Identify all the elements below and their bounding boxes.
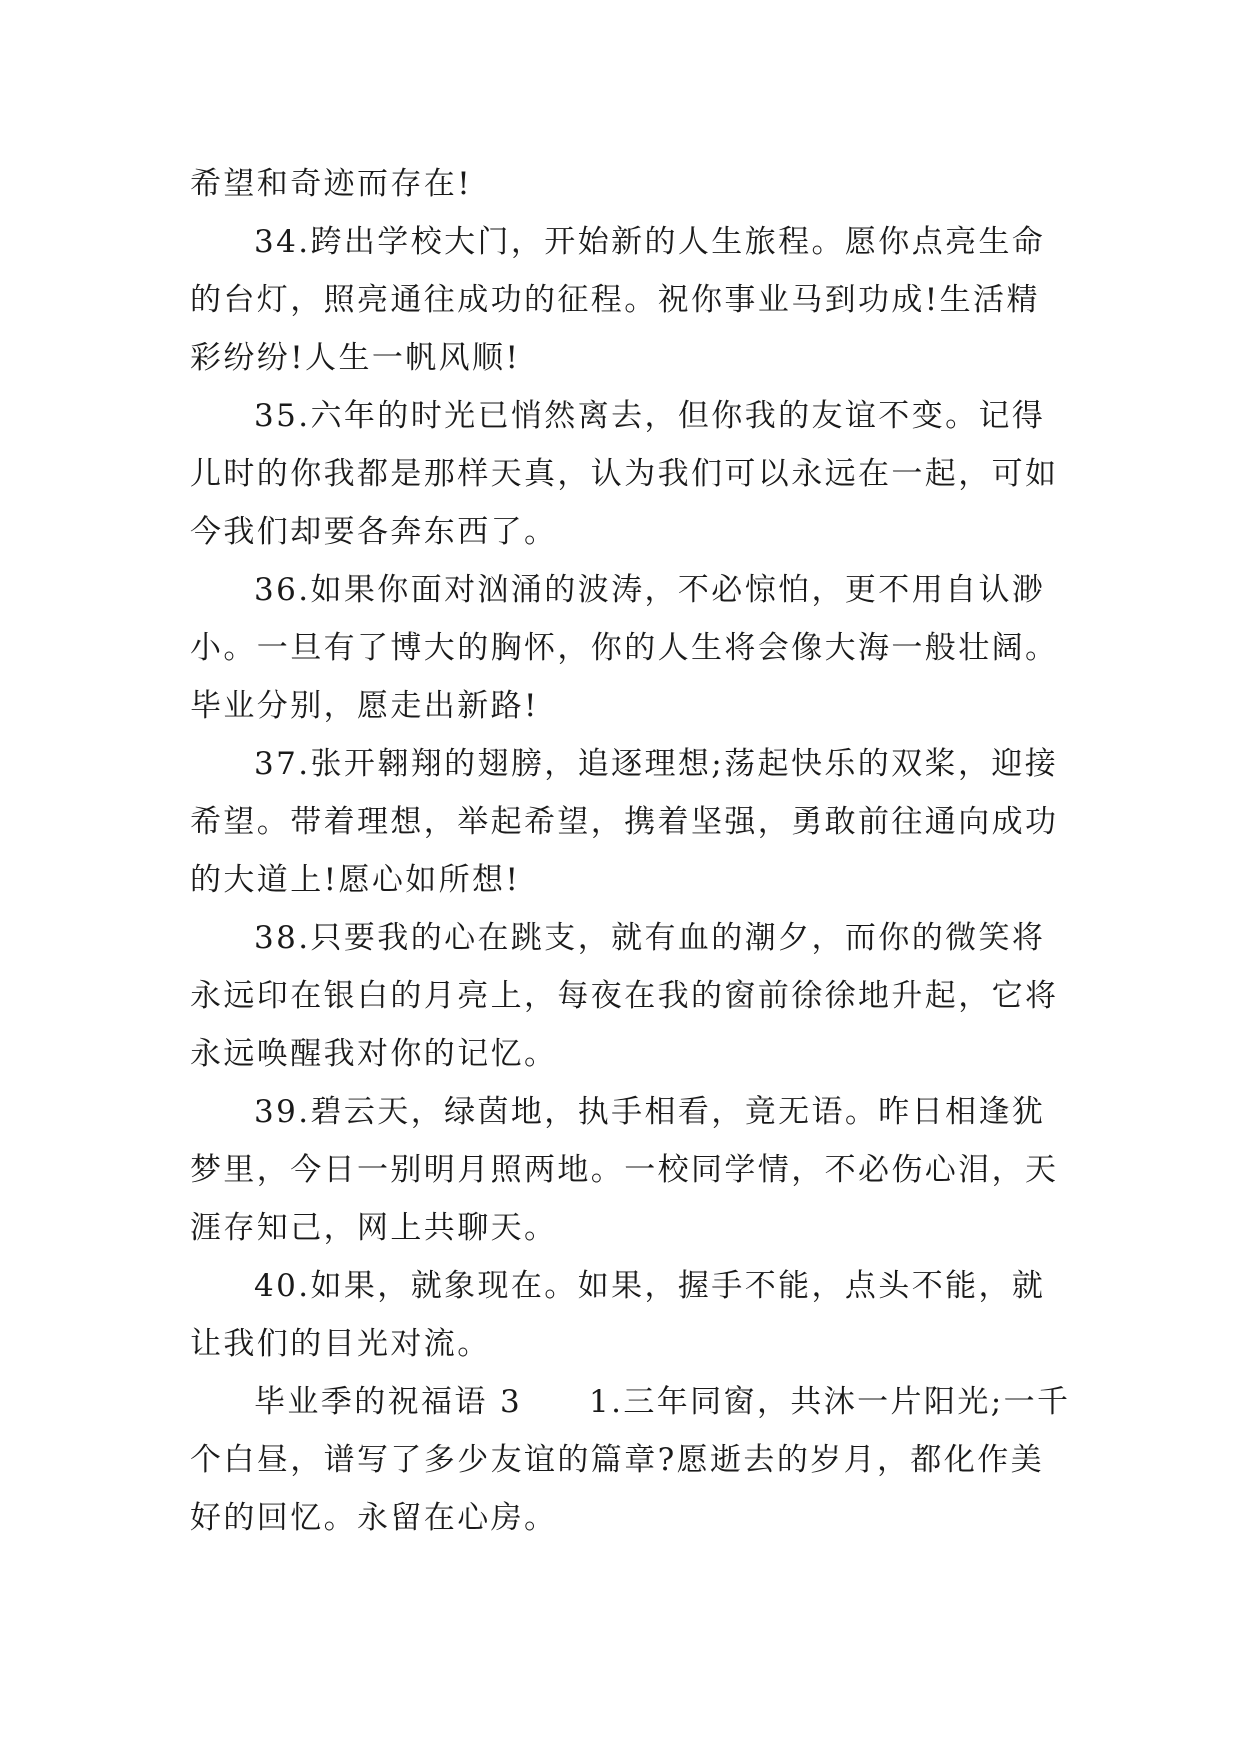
text-line: 毕业分别，愿走出新路!	[190, 688, 539, 724]
text-line: 个白昼，谱写了多少友谊的篇章?愿逝去的岁月，都化作美	[190, 1442, 1045, 1478]
section-heading-line: 毕业季的祝福语 3 1.三年同窗，共沐一片阳光;一千	[254, 1384, 1071, 1420]
text-line: 让我们的目光对流。	[190, 1326, 491, 1362]
text-line: 彩纷纷!人生一帆风顺!	[190, 340, 521, 376]
text-line: 今我们却要各奔东西了。	[190, 514, 558, 550]
text-line: 儿时的你我都是那样天真，认为我们可以永远在一起，可如	[190, 456, 1059, 492]
text-line: 37.张开翱翔的翅膀，追逐理想;荡起快乐的双桨，迎接	[254, 746, 1059, 782]
text-line: 的大道上!愿心如所想!	[190, 862, 521, 898]
text-line: 希望和奇迹而存在!	[190, 166, 473, 202]
text-line: 好的回忆。永留在心房。	[190, 1500, 558, 1536]
text-line: 希望。带着理想，举起希望，携着坚强，勇敢前往通向成功	[190, 804, 1059, 840]
text-line: 39.碧云天，绿茵地，执手相看，竟无语。昨日相逢犹	[254, 1094, 1046, 1130]
text-line: 小。一旦有了博大的胸怀，你的人生将会像大海一般壮阔。	[190, 630, 1059, 666]
text-line: 38.只要我的心在跳支，就有血的潮夕，而你的微笑将	[254, 920, 1046, 956]
text-line: 永远印在银白的月亮上，每夜在我的窗前徐徐地升起，它将	[190, 978, 1059, 1014]
text-line: 34.跨出学校大门，开始新的人生旅程。愿你点亮生命	[254, 224, 1046, 260]
text-line: 40.如果，就象现在。如果，握手不能，点头不能，就	[254, 1268, 1046, 1304]
text-line: 36.如果你面对汹涌的波涛，不必惊怕，更不用自认渺	[254, 572, 1046, 608]
text-line: 梦里，今日一别明月照两地。一校同学情，不必伤心泪，天	[190, 1152, 1059, 1188]
text-line: 涯存知己，网上共聊天。	[190, 1210, 558, 1246]
text-line: 35.六年的时光已悄然离去，但你我的友谊不变。记得	[254, 398, 1046, 434]
text-line: 的台灯，照亮通往成功的征程。祝你事业马到功成!生活精	[190, 282, 1040, 318]
text-line: 永远唤醒我对你的记忆。	[190, 1036, 558, 1072]
